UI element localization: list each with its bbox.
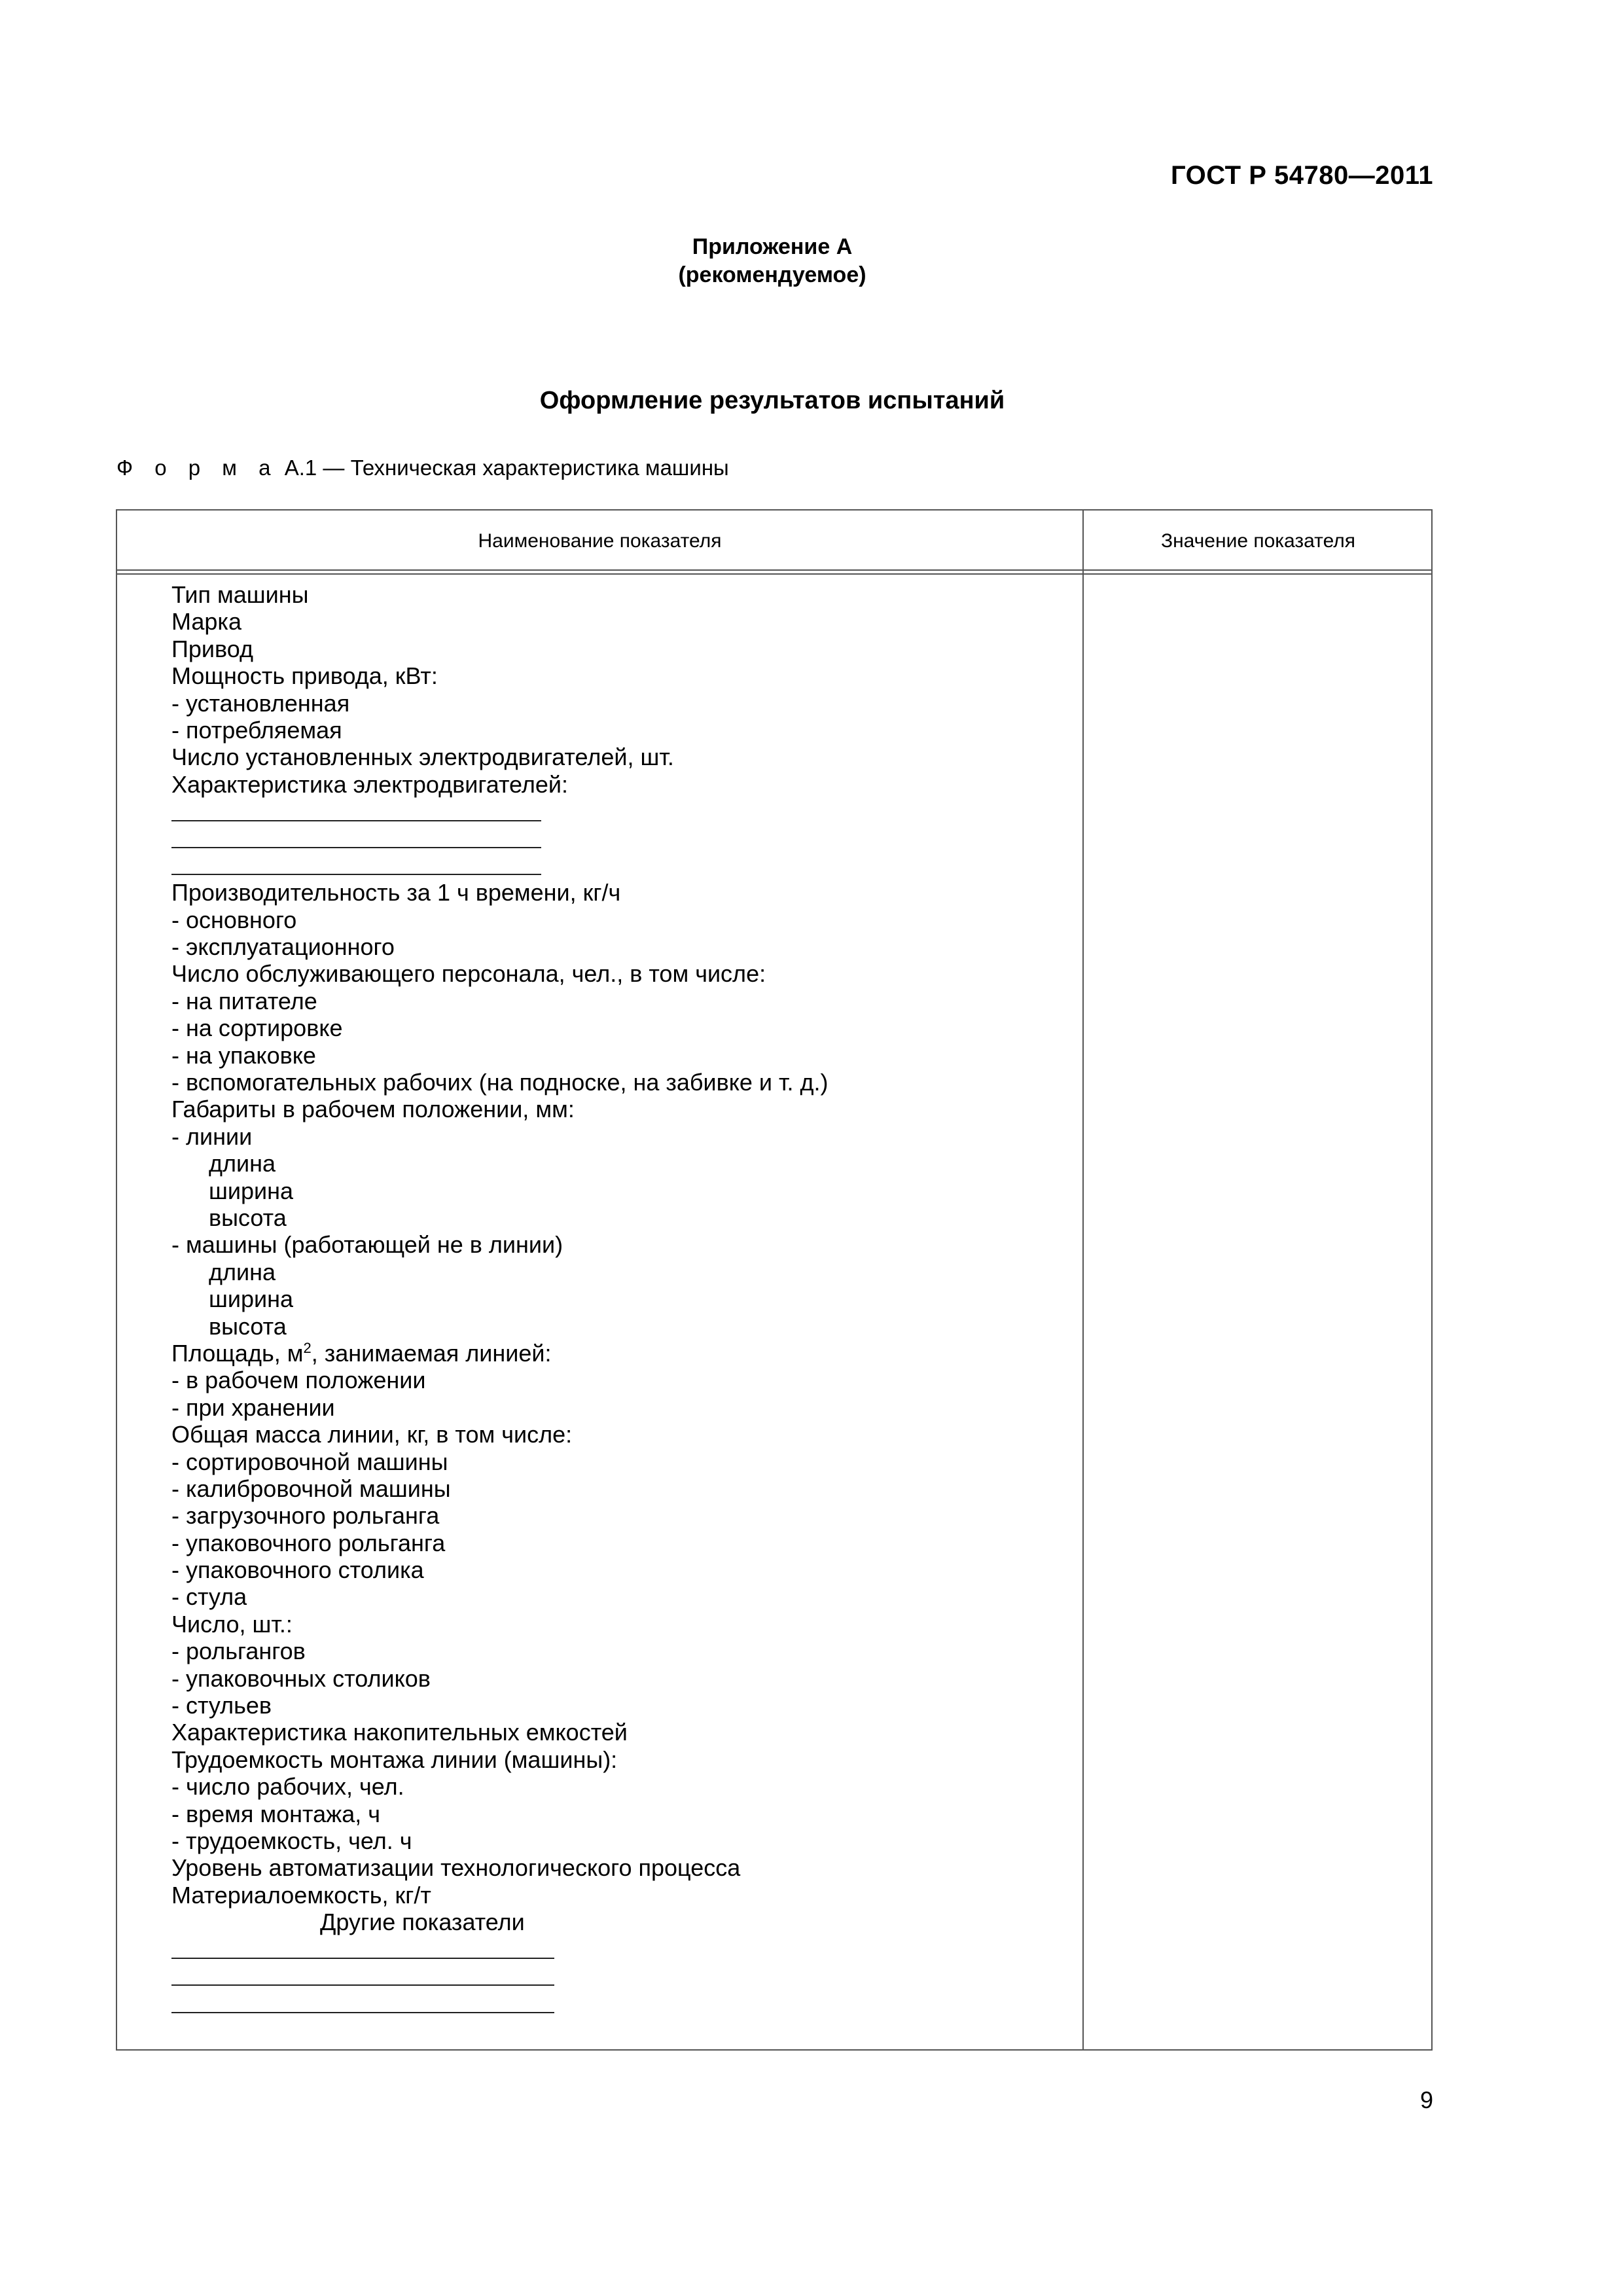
appendix-status: (рекомендуемое) <box>678 262 866 287</box>
form-label: Ф о р м а <box>116 456 279 480</box>
column-header-indicator-name: Наименование показателя <box>478 530 722 552</box>
list-item: Общая масса линии, кг, в том числе: <box>171 1421 573 1448</box>
list-item: Производительность за 1 ч времени, кг/ч <box>171 879 621 906</box>
list-item: - на упаковке <box>171 1041 316 1069</box>
list-item-area: Площадь, $м^2$, занимаемая линией: <box>171 1339 552 1367</box>
blank-entry-line <box>171 1936 1075 1963</box>
appendix-heading <box>0 233 1544 289</box>
list-item: - на питателе <box>171 987 317 1014</box>
list-item: Число обслуживающего персонала, чел., в том числе: <box>171 960 766 988</box>
list-item: Характеристика электродвигателей: <box>171 770 568 798</box>
header-rule <box>117 569 1431 571</box>
list-item: ширина <box>209 1177 294 1204</box>
list-item: Характеристика накопительных емкостей <box>171 1719 628 1746</box>
list-item: длина <box>209 1258 276 1285</box>
list-item: - вспомогательных рабочих (на подноске, на забивке и т. д.) <box>171 1069 829 1096</box>
list-item: - упаковочного столика <box>171 1556 424 1584</box>
list-item: ширина <box>209 1285 294 1313</box>
form-title: — Техническая характеристика машины <box>323 456 729 480</box>
header-rule-double <box>117 573 1431 575</box>
characteristics-table <box>116 509 1433 2051</box>
list-item-other-indicators: Другие показатели <box>320 1909 525 1936</box>
list-item: Уровень автоматизации технологического процесса <box>171 1854 741 1882</box>
blank-entry-line <box>171 1990 1075 2017</box>
list-item: длина <box>209 1150 276 1177</box>
list-item: - время монтажа, ч <box>171 1800 381 1827</box>
list-item: - машины (работающей не в линии) <box>171 1231 563 1259</box>
list-item: Число, шт.: <box>171 1610 293 1638</box>
form-number: А.1 <box>284 456 317 480</box>
standard-number: ГОСТ Р 54780—2011 <box>1171 161 1433 190</box>
section-title: Оформление результатов испытаний <box>539 387 1005 414</box>
list-item: Число установленных электродвигателей, шт. <box>171 744 674 771</box>
list-item: - упаковочных столиков <box>171 1664 431 1692</box>
list-item: - число рабочих, чел. <box>171 1773 404 1801</box>
indicator-list <box>171 581 1075 2017</box>
list-item: высота <box>209 1204 287 1231</box>
list-item: - потребляемая <box>171 716 342 744</box>
list-item: высота <box>209 1312 287 1340</box>
list-item: - сортировочной машины <box>171 1448 448 1475</box>
blank-entry-line <box>171 852 1075 879</box>
appendix-title: Приложение А <box>692 234 853 259</box>
list-item: - при хранении <box>171 1393 335 1421</box>
list-item: - основного <box>171 906 297 933</box>
list-item: Мощность привода, кВт: <box>171 662 438 690</box>
list-item: - упаковочного рольганга <box>171 1529 446 1556</box>
column-divider <box>1082 511 1084 2049</box>
list-item: - загрузочного рольганга <box>171 1502 440 1530</box>
page-number: 9 <box>1419 2087 1433 2113</box>
list-item: Габариты в рабочем положении, мм: <box>171 1096 575 1123</box>
list-item: - стульев <box>171 1692 272 1719</box>
list-item: Трудоемкость монтажа линии (машины): <box>171 1746 618 1773</box>
list-item: Привод <box>171 635 253 662</box>
list-item: Марка <box>171 608 241 636</box>
list-item: Материалоемкость, кг/т <box>171 1881 431 1909</box>
blank-entry-line <box>171 1963 1075 1990</box>
list-item: Тип машины <box>171 581 309 608</box>
list-item: - трудоемкость, чел. ч <box>171 1827 412 1854</box>
list-item: - калибровочной машины <box>171 1475 451 1502</box>
column-header-indicator-value: Значение показателя <box>1160 530 1356 552</box>
list-item: - в рабочем положении <box>171 1367 426 1394</box>
list-item: - на сортировке <box>171 1014 343 1042</box>
blank-entry-line <box>171 825 1075 852</box>
form-caption <box>116 456 729 480</box>
list-item: - эксплуатационного <box>171 933 395 961</box>
blank-entry-line <box>171 798 1075 825</box>
list-item: - рольгангов <box>171 1638 306 1665</box>
list-item: - стула <box>171 1583 247 1611</box>
list-item: - линии <box>171 1122 253 1150</box>
list-item: - установленная <box>171 689 350 717</box>
